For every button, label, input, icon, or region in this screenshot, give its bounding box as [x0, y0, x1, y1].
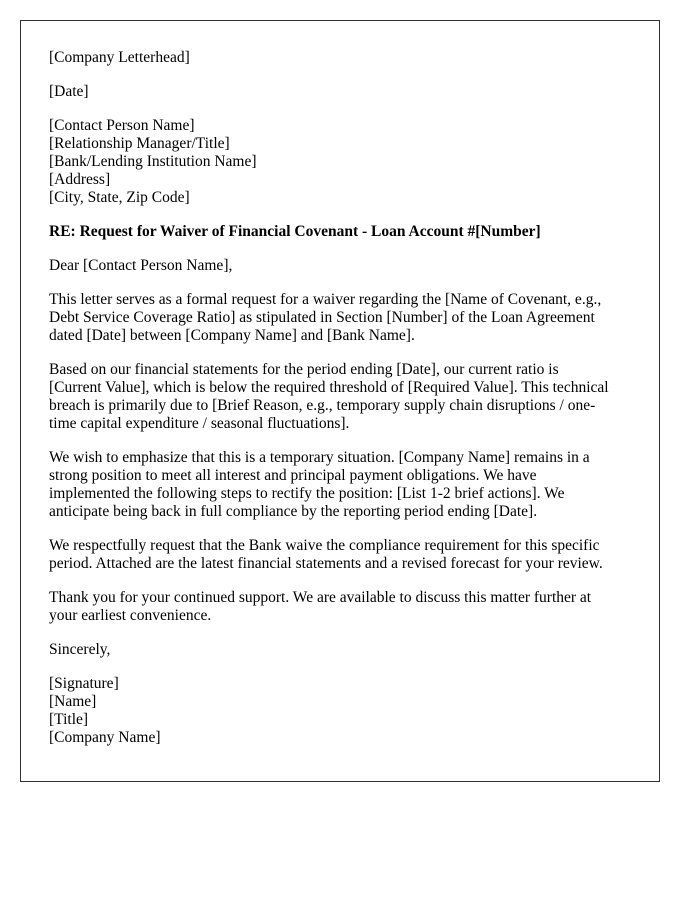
signer-name: [Name] [49, 693, 97, 710]
letter-date: [Date] [49, 83, 89, 100]
paragraph-line: anticipate being back in full compliance by the reporting period ending [Date]. [49, 503, 538, 520]
signer-company: [Company Name] [49, 729, 161, 746]
salutation: Dear [Contact Person Name], [49, 257, 233, 274]
letterhead: [Company Letterhead] [49, 49, 190, 66]
paragraph-line: your earliest convenience. [49, 607, 212, 624]
paragraph-waiver-request [49, 291, 635, 345]
letter-frame [20, 20, 660, 782]
paragraph-line: Debt Service Coverage Ratio] as stipulated in Section [Number] of the Loan Agreement [49, 309, 595, 326]
signer-title: [Title] [49, 711, 89, 728]
paragraph-line: We wish to emphasize that this is a temporary situation. [Company Name] remains in a [49, 449, 590, 466]
signature-placeholder: [Signature] [49, 675, 119, 692]
paragraph-line: strong position to meet all interest and principal payment obligations. We have [49, 467, 537, 484]
paragraph-line: period. Attached are the latest financial statements and a revised forecast for your review. [49, 555, 603, 572]
paragraph-line: Based on our financial statements for the period ending [Date], our current ratio is [49, 361, 559, 378]
subject-line: RE: Request for Waiver of Financial Covenant - Loan Account #[Number] [49, 223, 541, 240]
paragraph-line: breach is primarily due to [Brief Reason, e.g., temporary supply chain disruptions / one- [49, 397, 596, 414]
recipient-address: [Address] [49, 171, 111, 188]
letter-body [49, 49, 635, 763]
paragraph-thanks [49, 589, 635, 625]
recipient-city: [City, State, Zip Code] [49, 189, 190, 206]
paragraph-breach-details [49, 361, 635, 433]
closing: Sincerely, [49, 641, 111, 658]
paragraph-request [49, 537, 635, 573]
paragraph-remediation [49, 449, 635, 521]
paragraph-line: This letter serves as a formal request for a waiver regarding the [Name of Covenant, e.g., [49, 291, 602, 308]
recipient-bank: [Bank/Lending Institution Name] [49, 153, 257, 170]
paragraph-line: implemented the following steps to rectify the position: [List 1-2 brief actions]. We [49, 485, 565, 502]
paragraph-line: We respectfully request that the Bank waive the compliance requirement for this specific [49, 537, 600, 554]
recipient-title: [Relationship Manager/Title] [49, 135, 230, 152]
paragraph-line: Thank you for your continued support. We are available to discuss this matter further at [49, 589, 592, 606]
paragraph-line: dated [Date] between [Company Name] and [Bank Name]. [49, 327, 415, 344]
recipient-contact: [Contact Person Name] [49, 117, 195, 134]
recipient-address-block [49, 117, 635, 207]
paragraph-line: time capital expenditure / seasonal fluctuations]. [49, 415, 350, 432]
signature-block [49, 675, 635, 747]
paragraph-line: [Current Value], which is below the required threshold of [Required Value]. This technical [49, 379, 609, 396]
